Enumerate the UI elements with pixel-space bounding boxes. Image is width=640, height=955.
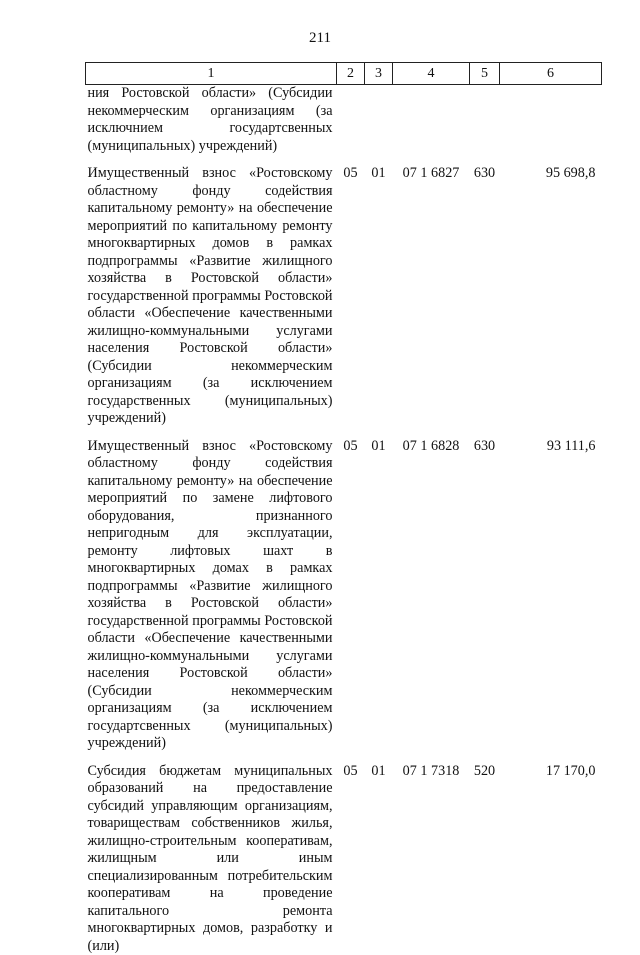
header-col-subsection: 3 [365,63,393,85]
row-section: 05 [337,155,365,428]
row-subsection: 01 [365,753,393,955]
table-row [86,428,602,753]
page-number: 211 [0,30,640,47]
row-type [470,85,500,156]
row-amount [500,85,602,156]
row-description: Имущественный взнос «Ростовскому областному фонду содействия капитальному ремонту» на обеспечение мероприятий по капитальному ремонту многоквартирных домов в рамках подпрограммы «Развитие жилищного хозяйства в Ростовской области» государственной программы Ростовской области «Обеспечение качественными жилищно-коммунальными услугами населения Ростовской области» (Субсидии некоммерческим организациям (за исключением государственных (муниципальных) учреждений) [86,155,337,428]
row-target: 07 1 6827 [393,155,470,428]
header-col-type: 5 [470,63,500,85]
row-description: ния Ростовской области» (Субсидии некоммерческим организациям (за исключнием государтсвенных (муниципальных) учреждений) [86,85,337,156]
row-subsection: 01 [365,428,393,753]
row-subsection: 01 [365,155,393,428]
table-row [86,85,602,156]
table-row [86,155,602,428]
table-header-row [86,63,602,85]
row-type: 520 [470,753,500,955]
header-col-target: 4 [393,63,470,85]
row-type: 630 [470,155,500,428]
row-subsection [365,85,393,156]
row-description: Субсидия бюджетам муниципальных образований на предоставление субсидий управляющим организациям, товариществам собственников жилья, жилищно-строительным кооперативам, жилищным или иным специализированным потребительским кооперативам на проведение капитального ремонта многоквартирных домов, разработку и (или) [86,753,337,955]
row-target [393,85,470,156]
budget-table [85,62,602,955]
row-description: Имущественный взнос «Ростовскому областному фонду содействия капитальному ремонту» на обеспечение мероприятий по замене лифтового оборудования, признанного непригодным для эксплуатации, ремонту лифтовых шахт в многоквартирных домах в рамках подпрограммы «Развитие жилищного хозяйства в Ростовской области» государственной программы Ростовской области «Обеспечение качественными жилищно-коммунальными услугами населения Ростовской области» (Субсидии некоммерческим организациям (за исключением государтсвенных (муниципальных) учреждений) [86,428,337,753]
header-col-description: 1 [86,63,337,85]
row-target: 07 1 6828 [393,428,470,753]
header-col-amount: 6 [500,63,602,85]
row-section: 05 [337,428,365,753]
header-col-section: 2 [337,63,365,85]
row-type: 630 [470,428,500,753]
row-amount: 95 698,8 [500,155,602,428]
table-row [86,753,602,955]
row-target: 07 1 7318 [393,753,470,955]
row-section [337,85,365,156]
row-amount: 17 170,0 [500,753,602,955]
row-amount: 93 111,6 [500,428,602,753]
row-section: 05 [337,753,365,955]
